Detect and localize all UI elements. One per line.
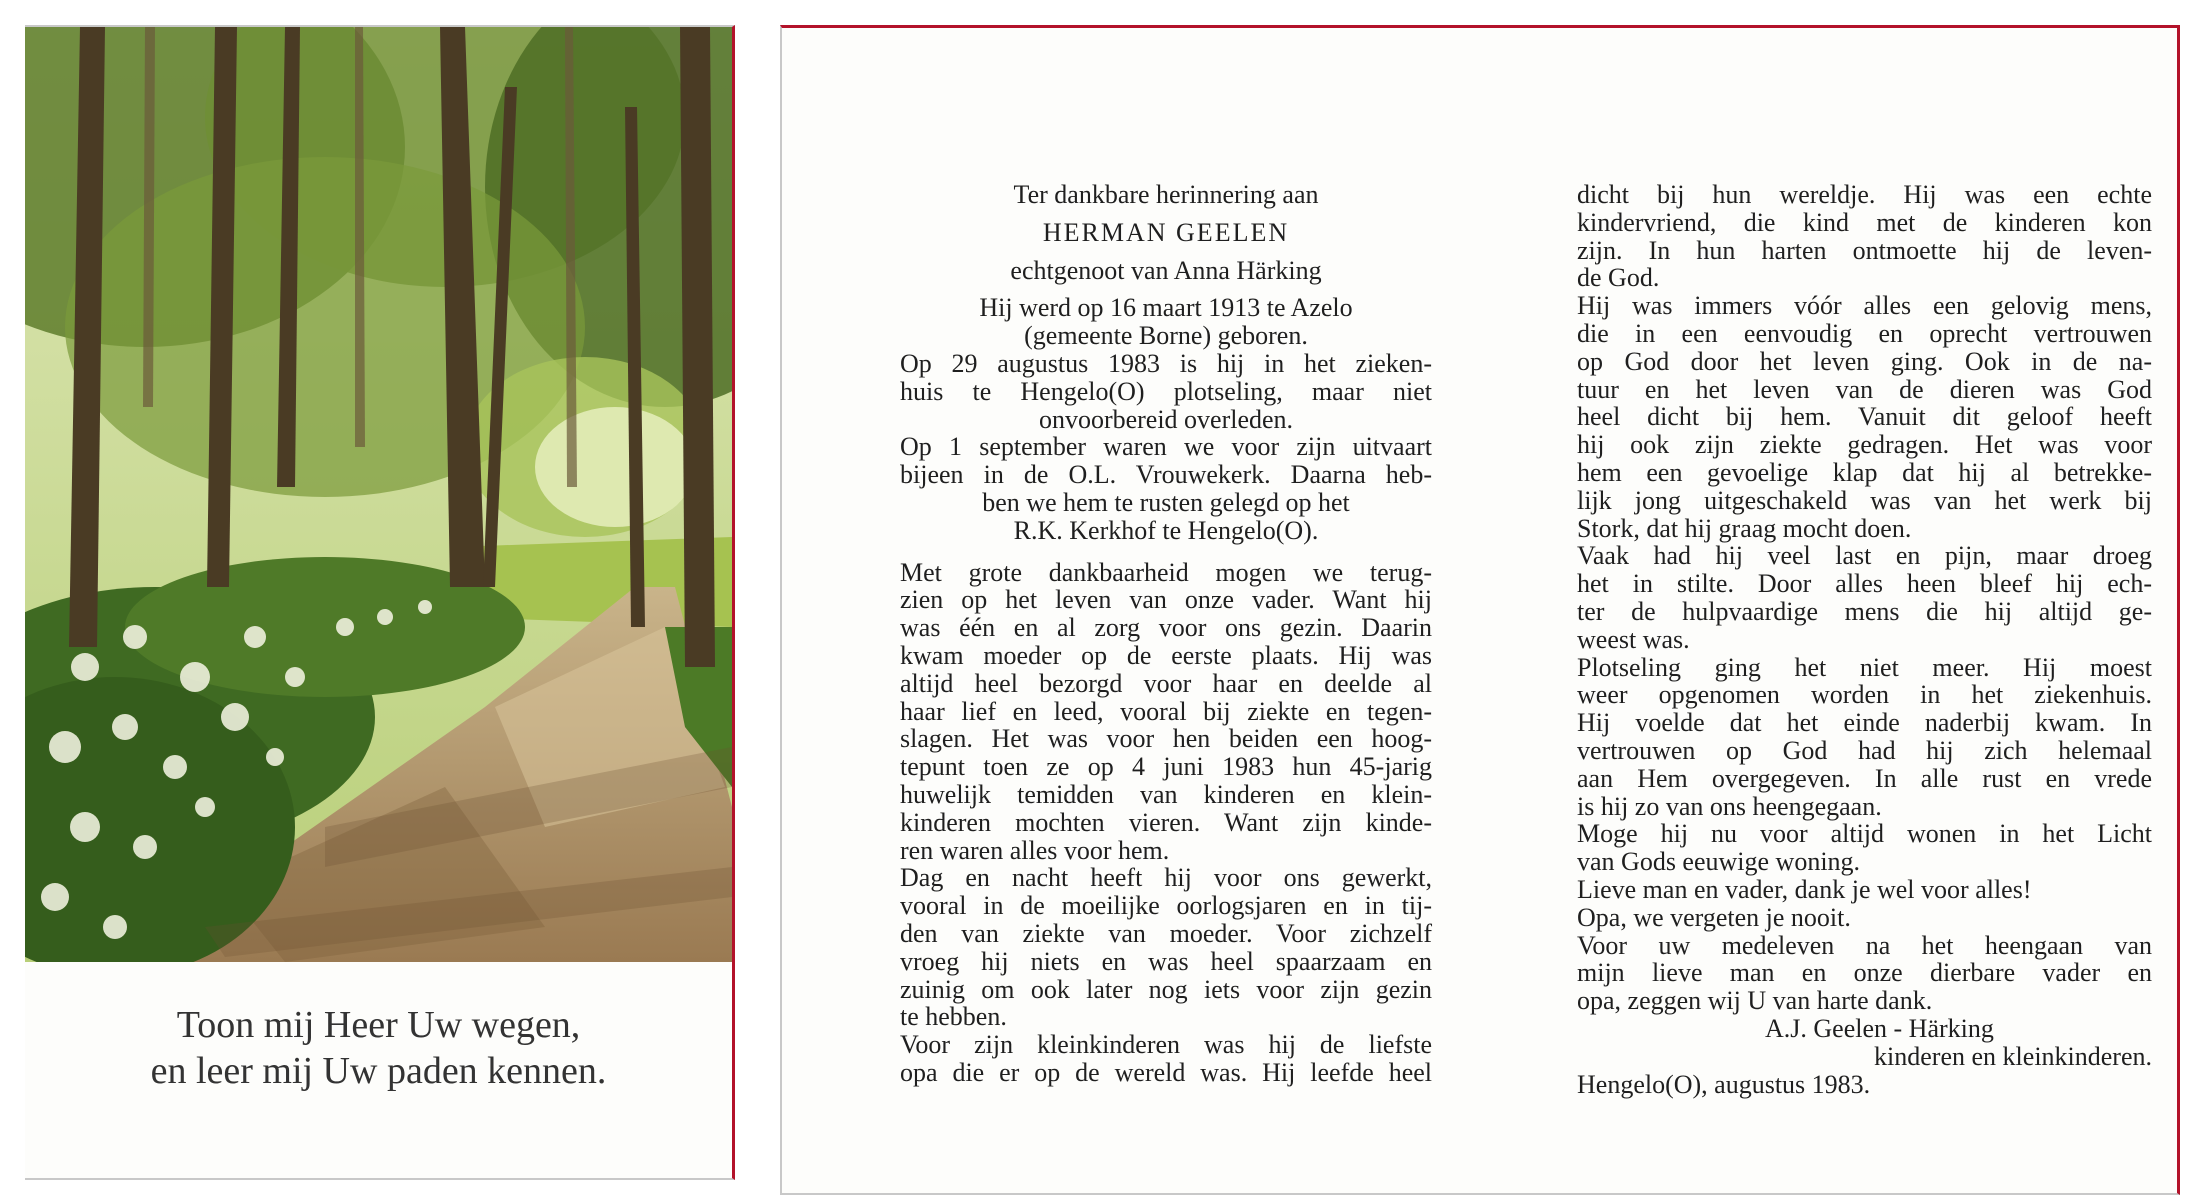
- text-line: weest was.: [1577, 624, 1690, 654]
- text-line: Hij voelde dat het einde naderbij kwam. In: [1577, 708, 2152, 738]
- text-line: te hebben.: [900, 1002, 1007, 1032]
- text-line: Stork, dat hij graag mocht doen.: [1577, 513, 1912, 543]
- text-line: huis te Hengelo(O) plotseling, maar niet: [900, 376, 1432, 406]
- text-line: van Gods eeuwige woning.: [1577, 847, 1861, 877]
- text-line: huwelijk temidden van kinderen en klein-: [900, 779, 1432, 809]
- text-line: het in stilte. Door alles heen bleef hij ech-: [1577, 569, 2152, 599]
- text-line: hij ook zijn ziekte gedragen. Het was voor: [1577, 430, 2152, 460]
- text-line: kinderen mochten vieren. Want zijn kinde-: [900, 807, 1432, 837]
- text-line: ter de hulpvaardige mens die hij altijd ge-: [1577, 596, 2152, 626]
- deceased-name: HERMAN GEELEN: [1042, 217, 1290, 247]
- text-line: die in een eenvoudig en oprecht vertrouwen: [1577, 318, 2152, 348]
- intro-line: Ter dankbare herinnering aan: [1013, 180, 1319, 209]
- verse-line-2: en leer mij Uw paden kennen.: [150, 1050, 607, 1092]
- text-line: slagen. Het was voor hen beiden een hoog-: [900, 724, 1432, 754]
- signature-name: A.J. Geelen - Härking: [1765, 1013, 1994, 1043]
- text-line: op God door het leven ging. Ook in de na-: [1577, 346, 2152, 376]
- text-line: altijd heel bezorgd voor haar en deelde al: [900, 668, 1432, 698]
- text-line: onvoorbereid overleden.: [1038, 404, 1294, 434]
- text-line: dicht bij hun wereldje. Hij was een echte: [1577, 180, 2152, 209]
- text-line: ben we hem te rusten gelegd op het: [982, 487, 1350, 517]
- text-line: Plotseling ging het niet meer. Hij moest: [1577, 652, 2152, 682]
- text-line: Op 29 augustus 1983 is hij in het zieken-: [900, 348, 1432, 378]
- text-line: opa die er op de wereld was. Hij leefde heel: [900, 1057, 1432, 1087]
- text-line: Vaak had hij veel last en pijn, maar droeg: [1577, 541, 2152, 571]
- text-line: bijeen in de O.L. Vrouwekerk. Daarna heb-: [900, 460, 1432, 490]
- text-column-right: [1577, 181, 2152, 1098]
- text-line: tepunt toen ze op 4 juni 1983 hun 45-jarig: [900, 752, 1432, 782]
- text-line: opa, zeggen wij U van harte dank.: [1577, 986, 1933, 1016]
- text-line: Hij was immers vóór alles een gelovig mens,: [1577, 291, 2152, 321]
- text-line: vroeg hij niets en was heel spaarzaam en: [900, 946, 1432, 976]
- text-line: Voor zijn kleinkinderen was hij de liefste: [900, 1030, 1432, 1060]
- text-line: Voor uw medeleven na het heengaan van: [1577, 930, 2152, 960]
- text-line: aan Hem overgegeven. In alle rust en vrede: [1577, 763, 2152, 793]
- text-line: zuinig om ook later nog iets voor zijn gezin: [900, 974, 1432, 1004]
- signature-family: kinderen en kleinkinderen.: [1874, 1041, 2152, 1071]
- text-line: Met grote dankbaarheid mogen we terug-: [900, 557, 1432, 587]
- text-line: den van ziekte van moeder. Voor zichzelf: [900, 918, 1432, 948]
- text-line: zijn. In hun harten ontmoette hij de leven-: [1577, 235, 2152, 265]
- text-line: Moge hij nu voor altijd wonen in het Licht: [1577, 819, 2152, 849]
- text-line: de God.: [1577, 263, 1660, 293]
- text-line: lijk jong uitgeschakeld was van het werk bij: [1577, 485, 2152, 515]
- text-line: (gemeente Borne) geboren.: [1024, 321, 1308, 351]
- text-line: R.K. Kerkhof te Hengelo(O).: [1013, 515, 1319, 545]
- text-line: Dag en nacht heeft hij voor ons gewerkt,: [900, 863, 1432, 893]
- text-line: kwam moeder op de eerste plaats. Hij was: [900, 640, 1432, 670]
- text-line: Opa, we vergeten je nooit.: [1577, 902, 1851, 932]
- text-line: hem een gevoelige klap dat hij al betrekke-: [1577, 457, 2152, 487]
- bible-verse: [25, 1002, 732, 1094]
- text-line: zien op het leven van onze vader. Want hij: [900, 585, 1432, 615]
- text-line: heel dicht bij hem. Vanuit dit geloof heeft: [1577, 402, 2152, 432]
- text-line: was één en al zorg voor ons gezin. Daarin: [900, 613, 1432, 643]
- text-line: vertrouwen op God had hij zich helemaal: [1577, 735, 2152, 765]
- text-line: Op 1 september waren we voor zijn uitvaart: [900, 432, 1432, 462]
- text-line: weer opgenomen worden in het ziekenhuis.: [1577, 680, 2152, 710]
- text-line: ren waren alles voor hem.: [900, 835, 1170, 865]
- text-line: Hij werd op 16 maart 1913 te Azelo: [979, 293, 1353, 323]
- spouse-line: echtgenoot van Anna Härking: [1010, 255, 1322, 285]
- text-line: mijn lieve man en onze dierbare vader en: [1577, 958, 2152, 988]
- text-line: Lieve man en vader, dank je wel voor alles!: [1577, 874, 2032, 904]
- memorial-card-text: [780, 25, 2180, 1195]
- verse-line-1: Toon mij Heer Uw wegen,: [176, 1004, 581, 1046]
- text-line: haar lief en leed, vooral bij ziekte en tegen-: [900, 696, 1432, 726]
- text-line: tuur en het leven van de dieren was God: [1577, 374, 2152, 404]
- text-line: is hij zo van ons heengegaan.: [1577, 791, 1882, 821]
- forest-path-photo: [25, 27, 732, 962]
- place-date: Hengelo(O), augustus 1983.: [1577, 1069, 1871, 1099]
- text-line: vooral in de moeilijke oorlogsjaren en in tij-: [900, 891, 1432, 921]
- text-line: kindervriend, die kind met de kinderen kon: [1577, 207, 2152, 237]
- memorial-card-front: [25, 25, 735, 1180]
- text-column-left: [900, 181, 1432, 1087]
